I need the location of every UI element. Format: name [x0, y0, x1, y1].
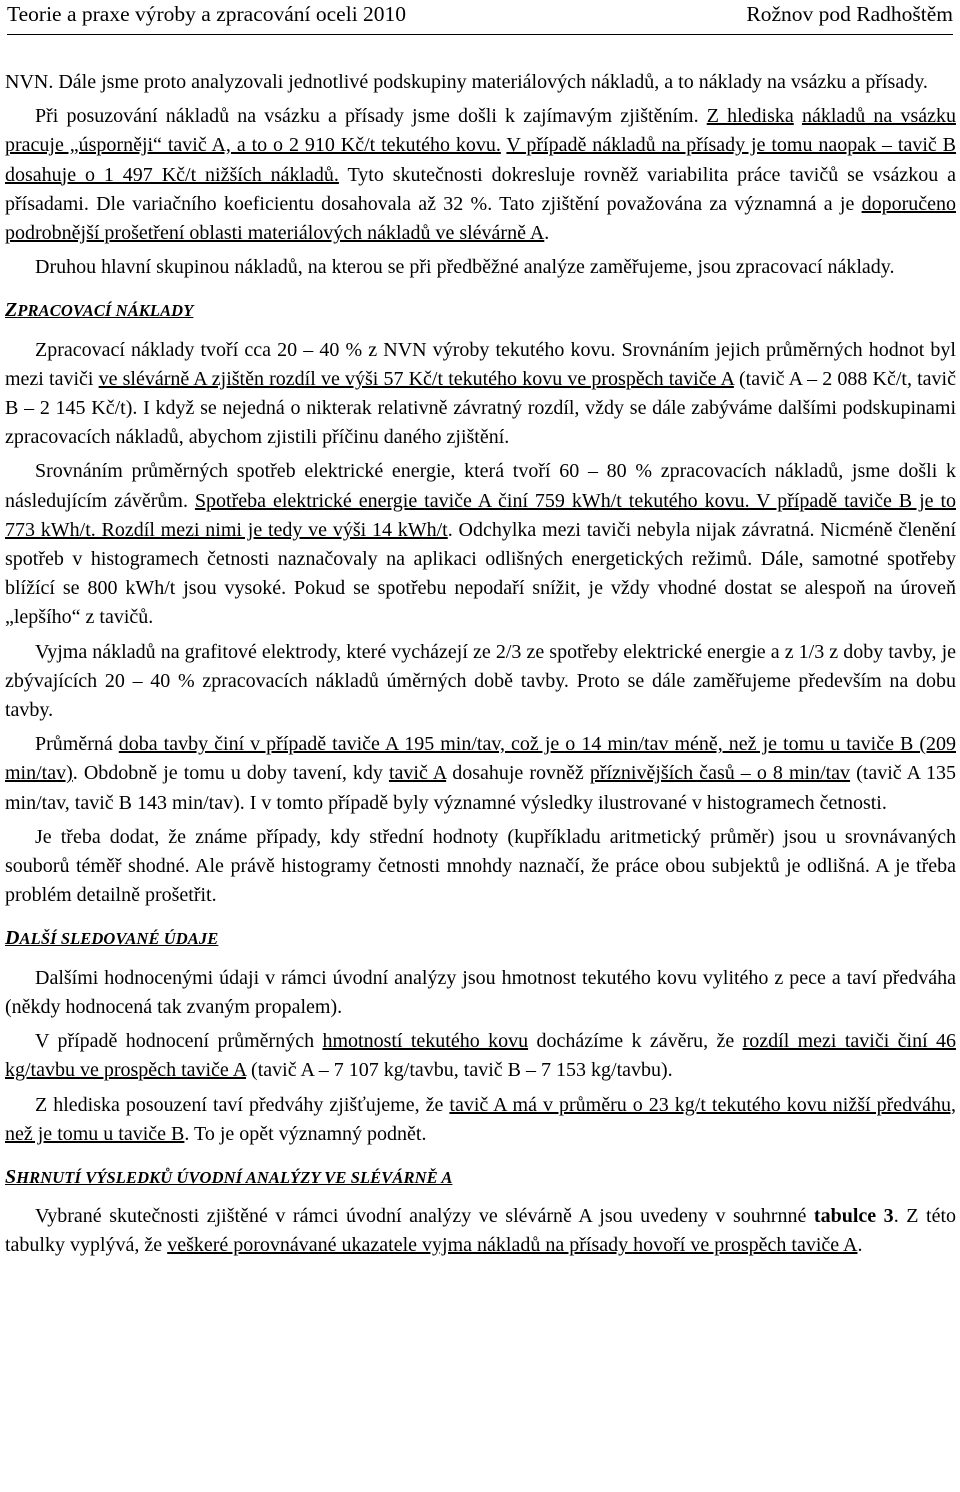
underlined-text: Spotřeba elektrické energie taviče A činí 759 kWh/t tekutého kovu. V případě taviče B je to 773 kWh/t. Rozdíl mezi nimi je tedy ve výši 14 kWh/t	[5, 489, 956, 541]
underlined-text: veškeré porovnávané ukazatele vyjma nákladů na přísady hovoří ve prospěch taviče A	[167, 1234, 858, 1257]
underlined-text: tavič A	[388, 762, 447, 785]
paragraph-text: (tavič A – 2 088 Kč/t, tavič B – 2 145 Kč/t). I když se nejedná o nikterak relativně závratný rozdíl, vždy se dále zabýváme dalšími podskupinami zpracovacích nákladů, abychom zjistili příčinu daného zjištění.	[5, 367, 956, 449]
paragraph-text: NVN. Dále jsme proto analyzovali jednotlivé podskupiny materiálových nákladů, a to náklady na vsázku a přísady.	[5, 71, 928, 93]
paragraph-other-data	[5, 964, 956, 1022]
heading-text: PRACOVACÍ NÁKLADY	[17, 301, 194, 321]
section-heading-other-data	[5, 924, 956, 953]
paragraph-text: dosahuje rovněž	[446, 762, 590, 785]
paragraph-text: Druhou hlavní skupinou nákladů, na kterou se při předběžné analýze zaměřujeme, jsou zpracovací náklady.	[35, 256, 895, 279]
heading-text: HRNUTÍ VÝSLEDKŮ ÚVODNÍ ANALÝZY VE SLÉVÁRNĚ A	[16, 1167, 453, 1187]
underlined-text: rozdíl mezi taviči činí 46 kg/tavbu ve prospěch taviče A	[5, 1030, 956, 1082]
paragraph-text: (tavič A 135 min/tav, tavič B 143 min/tav). I v tomto případě byly významné výsledky ilustrované v histogramech četnosti.	[5, 762, 956, 814]
paragraph-text: Je třeba dodat, že známe případy, kdy střední hodnoty (kupříkladu aritmetický průměr) jsou u srovnávaných souborů téměř shodné. Ale právě histogramy četnosti mnohdy naznačí, že práce obou subjektů je odlišná. A je třeba problém detailně prošetřit.	[5, 825, 956, 907]
paragraph-text: Průměrná	[35, 733, 119, 756]
section-heading-summary	[5, 1163, 956, 1192]
paragraph-text: docházíme k závěru, že	[528, 1030, 743, 1053]
heading-initial: S	[5, 1165, 17, 1188]
paragraph-text: V případě hodnocení průměrných	[35, 1030, 323, 1053]
header-journal-title: Teorie a praxe výroby a zpracování oceli 2010	[7, 2, 407, 26]
paragraph-summary	[5, 1202, 956, 1260]
paragraph-overweight	[5, 1091, 956, 1149]
heading-initial: D	[5, 927, 20, 950]
section-heading-processing-costs	[5, 296, 956, 325]
paragraph-charge-additives	[5, 102, 956, 248]
underlined-text: tavič A má v průměru o 23 kg/t tekutého kovu nižší předváhu, než je tomu u taviče B	[5, 1093, 956, 1145]
paragraph-text: Z hlediska posouzení taví předváhy zjišťujeme, že	[35, 1093, 450, 1116]
paragraph-melt-time	[5, 730, 956, 818]
table-reference: tabulce 3	[813, 1205, 894, 1228]
paragraph-text: .	[544, 222, 550, 245]
underlined-text: doporučeno podrobnější prošetření oblasti materiálových nákladů ve slévárně A	[5, 192, 956, 245]
paragraph-text: Dalšími hodnocenými údaji v rámci úvodní analýzy jsou hmotnost tekutého kovu vylitého z pece a taví předváha (někdy hodnocená tak zvaným propalem).	[5, 966, 956, 1018]
paragraph-text: Vybrané skutečnosti zjištěné v rámci úvodní analýzy ve slévárně A jsou uvedeny v souhrnné	[35, 1205, 814, 1228]
paragraph-text: Srovnáním průměrných spotřeb elektrické energie, která tvoří 60 – 80 % zpracovacích nákladů, jsme došli k následujícím závěrům.	[5, 460, 956, 512]
paragraph-text	[794, 105, 802, 127]
paragraph-text: . Z této tabulky vyplývá, že	[5, 1205, 957, 1257]
paragraph-text: . Odchylka mezi taviči nebyla nijak závratná. Nicméně členění spotřeb v histogramech četnosti naznačovaly na aplikaci odlišných energetických režimů. Dále, samotné spotřeby blížící se 800 kWh/t jsou vysoké. Pokud se spotřebu nepodaří snížit, je vždy vhodné dostat se alespoň na úroveň „lepšího“ z tavičů.	[5, 518, 956, 629]
paragraph-text: . Obdobně je tomu u doby tavení, kdy	[72, 762, 389, 785]
paragraph-continuation	[5, 68, 956, 97]
paragraph-metal-weight	[5, 1027, 956, 1085]
paragraph-text: Zpracovací náklady tvoří cca 20 – 40 % z NVN výroby tekutého kovu. Srovnáním jejich průměrných hodnot byl mezi taviči	[5, 338, 956, 390]
underlined-text: Z hlediska	[706, 105, 794, 128]
paragraph-processing-intro	[5, 253, 956, 282]
paragraph-text: . To je opět významný podnět.	[184, 1122, 427, 1145]
paragraph-text: Tyto skutečnosti dokresluje rovněž variabilita práce tavičů se vsázkou a přísadami. Dle variačního koeficientu dosahovala až 32 %. Tato zjištění považována za významná a je	[5, 163, 956, 215]
heading-text: ALŠÍ SLEDOVANÉ ÚDAJE	[19, 929, 219, 949]
underlined-text: nákladů na vsázku pracuje „úsporněji“ tavič A, a to o 2 910 Kč/t tekutého kovu.	[5, 105, 956, 157]
heading-initial: Z	[5, 299, 18, 322]
paragraph-text: Při posuzování nákladů na vsázku a přísady jsme došli k zajímavým zjištěním.	[35, 105, 707, 128]
underlined-text: příznivějších časů – o 8 min/tav	[589, 762, 851, 785]
paragraph-text: .	[857, 1234, 863, 1257]
paragraph-text: Vyjma nákladů na grafitové elektrody, které vycházejí ze 2/3 ze spotřeby elektrické energie a z 1/3 z doby tavby, je zbývajících 20 – 40 % zpracovacích nákladů úměrných době tavby. Proto se dále zaměřujeme především na dobu tavby.	[5, 640, 956, 722]
paragraph-electrodes	[5, 638, 956, 726]
paragraph-electricity	[5, 457, 956, 632]
paragraph-histograms	[5, 823, 956, 911]
underlined-text: ve slévárně A zjištěn rozdíl ve výši 57 Kč/t tekutého kovu ve prospěch taviče A	[98, 367, 734, 390]
header-location: Rožnov pod Radhoštěm	[746, 2, 953, 26]
underlined-text: doba tavby činí v případě taviče A 195 min/tav, což je o 14 min/tav méně, než je tomu u taviče B (209 min/tav)	[5, 733, 956, 785]
running-header	[7, 0, 953, 35]
underlined-text: V případě nákladů na přísady je tomu naopak – tavič B dosahuje o 1 497 Kč/t nižších nákladů.	[5, 134, 957, 186]
article-body	[5, 68, 956, 1261]
underlined-text: hmotností tekutého kovu	[322, 1030, 529, 1053]
paragraph-text: (tavič A – 7 107 kg/tavbu, tavič B – 7 153 kg/tavbu).	[246, 1059, 673, 1082]
paragraph-processing-costs	[5, 336, 956, 453]
